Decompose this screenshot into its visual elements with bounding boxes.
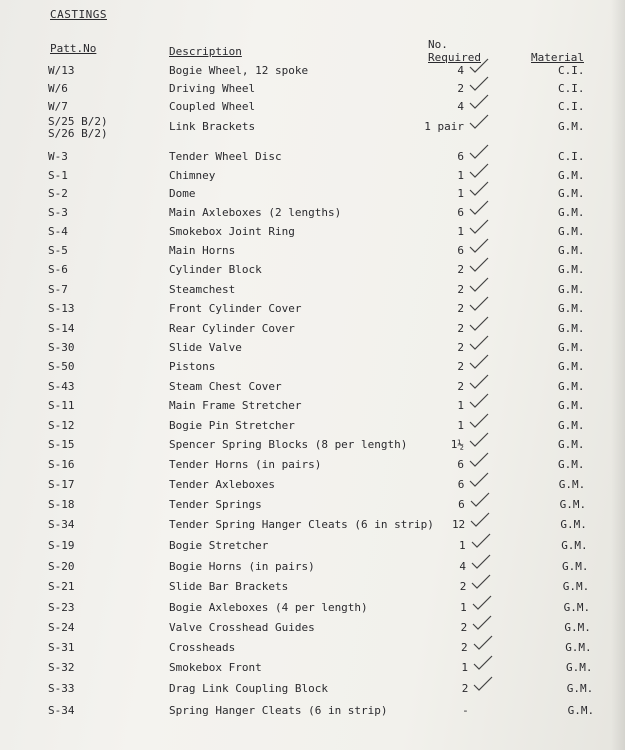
material-cell: G.M.: [558, 244, 585, 257]
quantity-cell: 2: [457, 283, 464, 296]
quantity-cell: 2: [457, 322, 464, 335]
description-cell: Spencer Spring Blocks (8 per length): [169, 438, 408, 451]
table-row: [0, 82, 625, 100]
quantity-cell: 1 pair: [424, 120, 464, 133]
table-row: [0, 115, 625, 140]
description-cell: Bogie Stretcher: [169, 539, 269, 552]
quantity-cell: 6: [457, 478, 465, 491]
table-row: [0, 380, 625, 398]
quantity-cell: 1: [460, 601, 467, 614]
table-row: [0, 64, 625, 82]
material-cell: G.M.: [564, 621, 591, 634]
quantity-cell: 4: [459, 560, 466, 573]
table-row: [0, 518, 625, 536]
quantity-cell: 2: [460, 621, 468, 634]
quantity-cell: 1: [457, 225, 464, 238]
material-cell: G.M.: [560, 518, 587, 531]
patt-no-cell: S-3: [48, 206, 68, 219]
material-cell: G.M.: [558, 225, 585, 238]
description-cell: Slide Valve: [169, 341, 242, 354]
patt-no-cell: S-43: [48, 380, 75, 393]
patt-no-cell: S-7: [48, 283, 68, 296]
patt-no-cell: S-16: [48, 458, 75, 471]
material-cell: G.M.: [559, 498, 587, 511]
quantity-cell: 6: [457, 244, 464, 257]
quantity-cell: 2: [457, 82, 464, 95]
table-row: [0, 244, 625, 262]
description-cell: Bogie Pin Stretcher: [169, 419, 295, 432]
patt-no-cell: S-11: [48, 399, 75, 412]
material-cell: G.M.: [558, 263, 585, 276]
description-cell: Main Frame Stretcher: [169, 399, 302, 412]
description-cell: Rear Cylinder Cover: [169, 322, 295, 335]
table-row: [0, 704, 625, 722]
table-row: [0, 187, 625, 205]
material-cell: G.M.: [562, 580, 590, 593]
quantity-cell: 2: [457, 341, 464, 354]
table-row: [0, 399, 625, 417]
patt-no-cell: S-32: [48, 661, 75, 674]
material-cell: G.M.: [558, 302, 585, 315]
table-row: [0, 419, 625, 437]
table-row: [0, 498, 625, 516]
description-cell: Steamchest: [169, 283, 236, 296]
material-cell: G.M.: [558, 380, 585, 393]
patt-no-cell: S-50: [48, 360, 75, 373]
material-cell: G.M.: [558, 120, 585, 133]
quantity-cell: 1: [461, 661, 468, 674]
quantity-cell: 2: [460, 641, 468, 654]
quantity-cell: 2: [461, 682, 469, 695]
description-cell: Smokebox Front: [169, 661, 262, 674]
patt-no-cell: S-33: [48, 682, 75, 695]
patt-no-cell: W/13: [48, 64, 75, 77]
quantity-cell: 6: [458, 498, 465, 511]
table-row: [0, 601, 625, 619]
patt-no-cell: S-14: [48, 322, 75, 335]
quantity-cell: 6: [457, 206, 464, 219]
material-cell: G.M.: [558, 206, 585, 219]
patt-no-cell: S-6: [48, 263, 68, 276]
table-row: [0, 661, 625, 679]
table-row: [0, 283, 625, 301]
description-cell: Bogie Axleboxes (4 per length): [169, 601, 368, 614]
patt-no-cell: S-2: [48, 187, 68, 200]
table-row: [0, 682, 625, 700]
material-cell: G.M.: [558, 283, 585, 296]
material-cell: C.I.: [558, 64, 585, 77]
quantity-cell: 4: [457, 64, 464, 77]
material-cell: G.M.: [558, 169, 585, 182]
quantity-cell: 12: [451, 518, 466, 531]
material-cell: G.M.: [558, 438, 585, 451]
table-row: [0, 458, 625, 476]
patt-no-cell: S-19: [48, 539, 75, 552]
patt-no-cell: S-31: [48, 641, 75, 654]
patt-no-cell: S-15: [48, 438, 75, 451]
quantity-cell: 2: [457, 380, 464, 393]
material-cell: G.M.: [558, 458, 585, 471]
material-cell: G.M.: [558, 478, 586, 491]
patt-no-cell: S/25 B/2) S/26 B/2): [48, 115, 108, 140]
description-cell: Driving Wheel: [169, 82, 256, 95]
table-row: [0, 263, 625, 281]
check-tick-icon: [468, 144, 490, 160]
table-row: [0, 225, 625, 243]
header-no: No.: [428, 38, 448, 51]
quantity-cell: 1: [458, 539, 466, 552]
material-cell: G.M.: [558, 187, 585, 200]
table-row: [0, 560, 625, 578]
description-cell: Drag Link Coupling Block: [169, 682, 328, 695]
quantity-cell: -: [462, 704, 469, 717]
patt-no-cell: W-3: [48, 150, 68, 163]
material-cell: G.M.: [558, 360, 585, 373]
description-cell: Link Brackets: [169, 120, 256, 133]
quantity-cell: 1: [457, 187, 464, 200]
quantity-cell: 2: [457, 263, 464, 276]
material-cell: G.M.: [567, 704, 595, 717]
table-row: [0, 169, 625, 187]
patt-no-cell: W/7: [48, 100, 68, 113]
patt-no-cell: S-21: [48, 580, 75, 593]
description-cell: Tender Axleboxes: [169, 478, 275, 491]
page-edge-shadow: [611, 0, 625, 750]
header-patt-no: Patt.No: [50, 42, 97, 55]
material-cell: G.M.: [558, 399, 585, 412]
quantity-cell: 2: [457, 302, 464, 315]
material-cell: G.M.: [565, 641, 592, 654]
header-material: Material: [531, 51, 584, 64]
quantity-cell: 1: [457, 399, 464, 412]
description-cell: Valve Crosshead Guides: [169, 621, 315, 634]
description-cell: Bogie Horns (in pairs): [169, 560, 315, 573]
table-row: [0, 641, 625, 659]
header-description: Description: [169, 45, 242, 58]
material-cell: G.M.: [566, 661, 593, 674]
patt-no-cell: W/6: [48, 82, 68, 95]
table-row: [0, 341, 625, 359]
material-cell: G.M.: [563, 601, 591, 614]
patt-no-cell: S-12: [48, 419, 75, 432]
material-cell: C.I.: [558, 150, 585, 163]
material-cell: C.I.: [558, 82, 585, 95]
table-row: [0, 302, 625, 320]
material-cell: G.M.: [566, 682, 594, 695]
patt-no-cell: S-1: [48, 169, 68, 182]
quantity-cell: 6: [457, 458, 464, 471]
material-cell: G.M.: [561, 539, 588, 552]
description-cell: Tender Wheel Disc: [169, 150, 282, 163]
table-row: [0, 360, 625, 378]
description-cell: Main Axleboxes (2 lengths): [169, 206, 342, 219]
header-required: Required: [428, 51, 481, 64]
material-cell: G.M.: [558, 341, 585, 354]
quantity-cell: 1½: [450, 438, 464, 451]
table-row: [0, 322, 625, 340]
quantity-cell: 4: [457, 100, 464, 113]
patt-no-cell: S-18: [48, 498, 75, 511]
table-row: [0, 539, 625, 557]
patt-no-cell: S-34: [48, 704, 75, 717]
quantity-cell: 1: [457, 169, 464, 182]
table-row: [0, 206, 625, 224]
material-cell: C.I.: [558, 100, 585, 113]
description-cell: Front Cylinder Cover: [169, 302, 302, 315]
patt-no-cell: S-30: [48, 341, 75, 354]
material-cell: G.M.: [562, 560, 589, 573]
material-cell: G.M.: [558, 419, 585, 432]
patt-no-cell: S-34: [48, 518, 75, 531]
table-row: [0, 580, 625, 598]
table-row: [0, 478, 625, 496]
description-cell: Steam Chest Cover: [169, 380, 282, 393]
table-row: [0, 150, 625, 168]
quantity-cell: 2: [457, 360, 464, 373]
patt-no-cell: S-24: [48, 621, 75, 634]
description-cell: Chimney: [169, 169, 216, 182]
description-cell: Smokebox Joint Ring: [169, 225, 295, 238]
patt-no-cell: S-17: [48, 478, 75, 491]
patt-no-cell: S-4: [48, 225, 68, 238]
document-title: CASTINGS: [50, 8, 107, 21]
quantity-cell: 1: [457, 419, 464, 432]
description-cell: Tender Horns (in pairs): [169, 458, 322, 471]
description-cell: Slide Bar Brackets: [169, 580, 289, 593]
description-cell: Pistons: [169, 360, 216, 373]
description-cell: Tender Spring Hanger Cleats (6 in strip): [169, 518, 434, 531]
description-cell: Coupled Wheel: [169, 100, 256, 113]
patt-no-cell: S-5: [48, 244, 68, 257]
description-cell: Tender Springs: [169, 498, 262, 511]
description-cell: Crossheads: [169, 641, 236, 654]
description-cell: Dome: [169, 187, 196, 200]
description-cell: Cylinder Block: [169, 263, 262, 276]
description-cell: Spring Hanger Cleats (6 in strip): [169, 704, 388, 717]
table-row: [0, 438, 625, 456]
material-cell: G.M.: [558, 322, 585, 335]
patt-no-cell: S-13: [48, 302, 75, 315]
description-cell: Bogie Wheel, 12 spoke: [169, 64, 309, 77]
patt-no-cell: S-23: [48, 601, 75, 614]
description-cell: Main Horns: [169, 244, 236, 257]
table-row: [0, 621, 625, 639]
quantity-cell: 2: [459, 580, 467, 593]
quantity-cell: 6: [457, 150, 464, 163]
patt-no-cell: S-20: [48, 560, 75, 573]
